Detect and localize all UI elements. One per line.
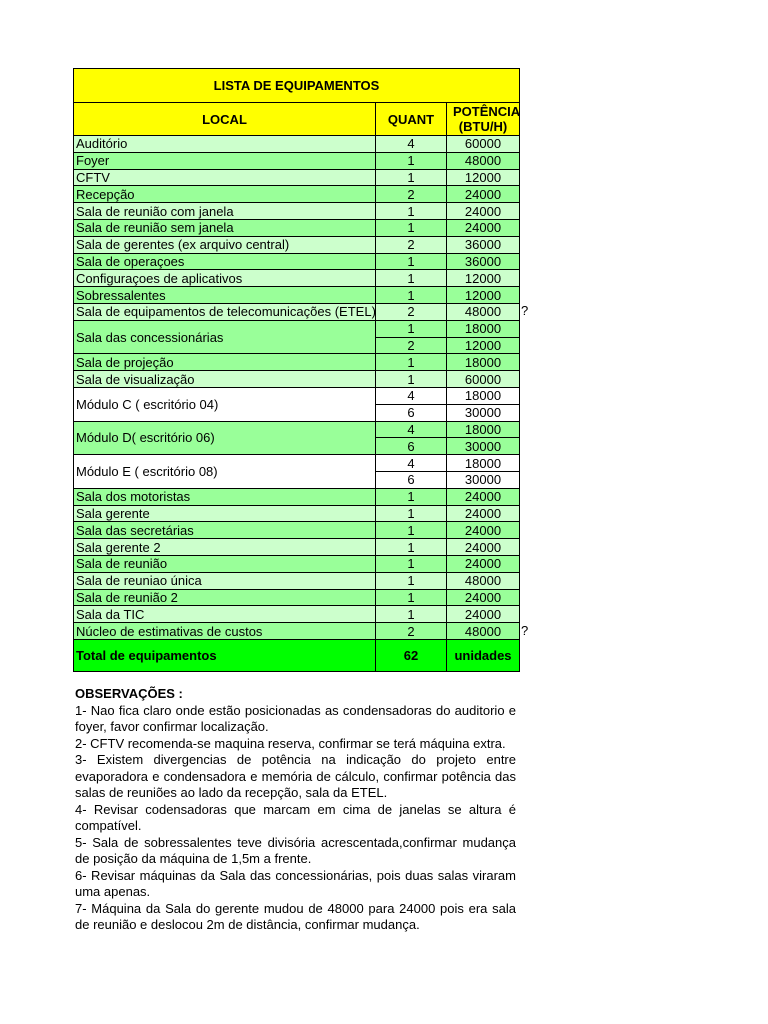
cell-quant: 1 <box>376 354 447 371</box>
cell-local: CFTV <box>74 169 376 186</box>
row-note-mark: ? <box>521 622 529 638</box>
column-header-local: LOCAL <box>74 103 376 136</box>
cell-quant: 1 <box>376 287 447 304</box>
total-label: Total de equipamentos <box>74 639 376 671</box>
table-row <box>74 270 520 287</box>
table-row <box>74 186 520 203</box>
cell-quant: 1 <box>376 253 447 270</box>
cell-potencia: 24000 <box>447 589 520 606</box>
cell-potencia: 24000 <box>447 522 520 539</box>
table-row <box>74 152 520 169</box>
cell-potencia: 30000 <box>447 404 520 421</box>
table-row <box>74 219 520 236</box>
cell-local: Sala de equipamentos de telecomunicações (ETEL) <box>74 303 376 320</box>
cell-potencia: 30000 <box>447 471 520 488</box>
cell-potencia: 60000 <box>447 136 520 153</box>
table-row <box>74 169 520 186</box>
cell-quant: 1 <box>376 606 447 623</box>
cell-quant: 6 <box>376 471 447 488</box>
cell-local: Sala gerente <box>74 505 376 522</box>
cell-quant: 2 <box>376 186 447 203</box>
table-row <box>74 287 520 304</box>
cell-local: Módulo E ( escritório 08) <box>74 455 376 489</box>
table-row <box>74 236 520 253</box>
cell-local: Módulo D( escritório 06) <box>74 421 376 455</box>
cell-local: Sala de reunião <box>74 555 376 572</box>
cell-potencia: 18000 <box>447 455 520 472</box>
table-row <box>74 203 520 220</box>
cell-local: Sala das secretárias <box>74 522 376 539</box>
cell-quant: 1 <box>376 505 447 522</box>
table-row <box>74 589 520 606</box>
cell-potencia: 12000 <box>447 270 520 287</box>
cell-quant: 2 <box>376 337 447 354</box>
cell-potencia: 24000 <box>447 219 520 236</box>
cell-potencia: 24000 <box>447 539 520 556</box>
cell-local: Recepção <box>74 186 376 203</box>
cell-local: Sala da TIC <box>74 606 376 623</box>
cell-potencia: 12000 <box>447 169 520 186</box>
cell-potencia: 12000 <box>447 337 520 354</box>
cell-quant: 1 <box>376 572 447 589</box>
cell-local: Sala de visualização <box>74 371 376 388</box>
cell-potencia: 48000 <box>447 623 520 640</box>
observation-item: 7- Máquina da Sala do gerente mudou de 48000 para 24000 pois era sala de reunião e deslocou 2m de distância, confirmar mudança. <box>75 900 516 932</box>
cell-quant: 1 <box>376 320 447 337</box>
cell-local: Sala gerente 2 <box>74 539 376 556</box>
cell-potencia: 12000 <box>447 287 520 304</box>
cell-potencia: 48000 <box>447 152 520 169</box>
observation-item: 3- Existem divergencias de potência na indicação do projeto entre evaporadora e condensadora e memória de cálculo, confirmar potência das salas de reuniões ao lado da recepção, sala da ETEL. <box>75 752 516 800</box>
cell-potencia: 60000 <box>447 371 520 388</box>
cell-quant: 1 <box>376 555 447 572</box>
cell-local: Sala de reunião com janela <box>74 203 376 220</box>
cell-local: Sala das concessionárias <box>74 320 376 354</box>
cell-quant: 4 <box>376 387 447 404</box>
cell-quant: 4 <box>376 455 447 472</box>
cell-local: Sala de operaçoes <box>74 253 376 270</box>
cell-quant: 6 <box>376 438 447 455</box>
cell-potencia: 36000 <box>447 253 520 270</box>
table-row <box>74 136 520 153</box>
total-unit: unidades <box>447 639 520 671</box>
observations-title: OBSERVAÇÕES : <box>75 686 183 701</box>
table-title: LISTA DE EQUIPAMENTOS <box>74 69 520 103</box>
cell-local: Núcleo de estimativas de custos <box>74 623 376 640</box>
cell-potencia: 24000 <box>447 186 520 203</box>
cell-quant: 1 <box>376 589 447 606</box>
cell-potencia: 48000 <box>447 572 520 589</box>
table-row <box>74 354 520 371</box>
table-row <box>74 623 520 640</box>
cell-potencia: 18000 <box>447 354 520 371</box>
cell-local: Sala de projeção <box>74 354 376 371</box>
cell-quant: 2 <box>376 236 447 253</box>
cell-quant: 1 <box>376 522 447 539</box>
cell-quant: 2 <box>376 303 447 320</box>
cell-local: Sobressalentes <box>74 287 376 304</box>
cell-quant: 1 <box>376 152 447 169</box>
cell-quant: 1 <box>376 488 447 505</box>
observation-item: 5- Sala de sobressalentes teve divisória acrescentada,confirmar mudança de posição da máquina de 1,5m a frente. <box>75 834 516 866</box>
observation-item: 1- Nao fica claro onde estão posicionadas as condensadoras do auditorio e foyer, favor confirmar localização. <box>75 702 516 734</box>
cell-local: Configuraçoes de aplicativos <box>74 270 376 287</box>
cell-local: Sala de reunião 2 <box>74 589 376 606</box>
cell-potencia: 18000 <box>447 421 520 438</box>
observations-list <box>75 703 516 934</box>
cell-quant: 1 <box>376 203 447 220</box>
cell-quant: 1 <box>376 270 447 287</box>
cell-potencia: 48000 <box>447 303 520 320</box>
cell-potencia: 36000 <box>447 236 520 253</box>
cell-local: Sala de gerentes (ex arquivo central) <box>74 236 376 253</box>
cell-quant: 4 <box>376 421 447 438</box>
cell-local: Sala de reuniao única <box>74 572 376 589</box>
cell-potencia: 24000 <box>447 488 520 505</box>
table-row <box>74 387 520 404</box>
cell-potencia: 24000 <box>447 606 520 623</box>
cell-potencia: 30000 <box>447 438 520 455</box>
table-row <box>74 539 520 556</box>
cell-quant: 2 <box>376 623 447 640</box>
observation-item: 6- Revisar máquinas da Sala das concessionárias, pois duas salas viraram uma apenas. <box>75 867 516 899</box>
cell-quant: 1 <box>376 371 447 388</box>
table-row <box>74 421 520 438</box>
table-row <box>74 522 520 539</box>
equipment-table <box>73 68 520 672</box>
table-row <box>74 505 520 522</box>
total-value: 62 <box>376 639 447 671</box>
cell-local: Foyer <box>74 152 376 169</box>
cell-potencia: 18000 <box>447 320 520 337</box>
row-note-mark: ? <box>521 303 529 319</box>
cell-local: Sala dos motoristas <box>74 488 376 505</box>
table-row <box>74 371 520 388</box>
cell-quant: 1 <box>376 219 447 236</box>
column-header-potencia-label: POTÊNCIA (BTU/H) <box>453 104 521 134</box>
cell-potencia: 18000 <box>447 387 520 404</box>
observation-item: 2- CFTV recomenda-se maquina reserva, confirmar se terá máquina extra. <box>75 735 506 751</box>
table-row <box>74 303 520 320</box>
column-header-potencia <box>447 103 520 136</box>
table-row <box>74 320 520 337</box>
column-header-quant: QUANT <box>376 103 447 136</box>
cell-local: Auditório <box>74 136 376 153</box>
cell-potencia: 24000 <box>447 555 520 572</box>
observations-section <box>75 686 516 934</box>
cell-potencia: 24000 <box>447 203 520 220</box>
cell-local: Módulo C ( escritório 04) <box>74 387 376 421</box>
table-row <box>74 606 520 623</box>
table-row <box>74 488 520 505</box>
cell-quant: 4 <box>376 136 447 153</box>
cell-local: Sala de reunião sem janela <box>74 219 376 236</box>
table-row <box>74 253 520 270</box>
table-row <box>74 572 520 589</box>
cell-potencia: 24000 <box>447 505 520 522</box>
observation-item: 4- Revisar codensadoras que marcam em cima de janelas se altura é compatível. <box>75 801 516 833</box>
cell-quant: 1 <box>376 169 447 186</box>
table-row <box>74 455 520 472</box>
table-row <box>74 555 520 572</box>
cell-quant: 1 <box>376 539 447 556</box>
cell-quant: 6 <box>376 404 447 421</box>
